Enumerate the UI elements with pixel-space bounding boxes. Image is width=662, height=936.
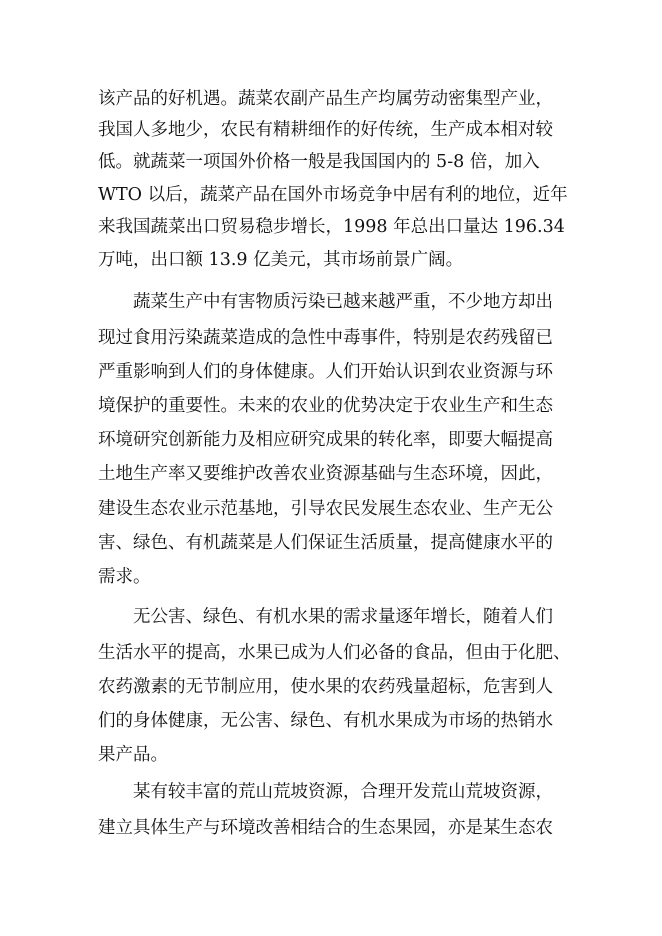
paragraph-2-line-5: 环境研究创新能力及相应研究成果的转化率，即要大幅提高 xyxy=(98,430,553,450)
paragraph-4-line-1: 某有较丰富的荒山荒坡资源，合理开发荒山荒坡资源， xyxy=(133,782,553,802)
paragraph-1-line-2: 我国人多地少，农民有精耕细作的好传统，生产成本相对较 xyxy=(98,120,553,140)
paragraph-3-line-4: 们的身体健康，无公害、绿色、有机水果成为市场的热销水 xyxy=(98,711,553,731)
paragraph-2-line-9: 需求。 xyxy=(98,567,151,587)
paragraph-3-line-1: 无公害、绿色、有机水果的需求量逐年增长，随着人们 xyxy=(133,607,553,627)
paragraph-1-line-6: 万吨，出口额 13.9 亿美元，其市场前景广阔。 xyxy=(98,250,464,270)
paragraph-1-line-1: 该产品的好机遇。蔬菜农副产品生产均属劳动密集型产业， xyxy=(98,89,553,109)
paragraph-1-line-3: 低。就蔬菜一项国外价格一般是我国国内的 5-8 倍，加入 xyxy=(98,152,540,172)
paragraph-1-line-4: WTO 以后，蔬菜产品在国外市场竞争中居有利的地位，近年 xyxy=(98,185,568,205)
paragraph-3-line-2: 生活水平的提高，水果已成为人们必备的食品，但由于化肥、 xyxy=(98,643,571,663)
paragraph-2-line-4: 境保护的重要性。未来的农业的优势决定于农业生产和生态 xyxy=(98,396,553,416)
paragraph-4-line-2: 建立具体生产与环境改善相结合的生态果园，亦是某生态农 xyxy=(98,818,553,838)
paragraph-3-line-5: 果产品。 xyxy=(98,745,168,765)
paragraph-3-line-3: 农药激素的无节制应用，使水果的农药残量超标，危害到人 xyxy=(98,677,553,697)
paragraph-2-line-3: 严重影响到人们的身体健康。人们开始认识到农业资源与环 xyxy=(98,362,553,382)
paragraph-1-line-5: 来我国蔬菜出口贸易稳步增长，1998 年总出口量达 196.34 xyxy=(98,217,565,237)
paragraph-2-line-6: 土地生产率又要维护改善农业资源基础与生态环境，因此， xyxy=(98,464,553,484)
paragraph-2-line-8: 害、绿色、有机蔬菜是人们保证生活质量，提高健康水平的 xyxy=(98,533,553,553)
paragraph-2-line-1: 蔬菜生产中有害物质污染已越来越严重，不少地方却出 xyxy=(133,292,553,312)
paragraph-2-line-2: 现过食用污染蔬菜造成的急性中毒事件，特别是农药残留已 xyxy=(98,328,553,348)
paragraph-2-line-7: 建设生态农业示范基地，引导农民发展生态农业、生产无公 xyxy=(98,499,553,519)
